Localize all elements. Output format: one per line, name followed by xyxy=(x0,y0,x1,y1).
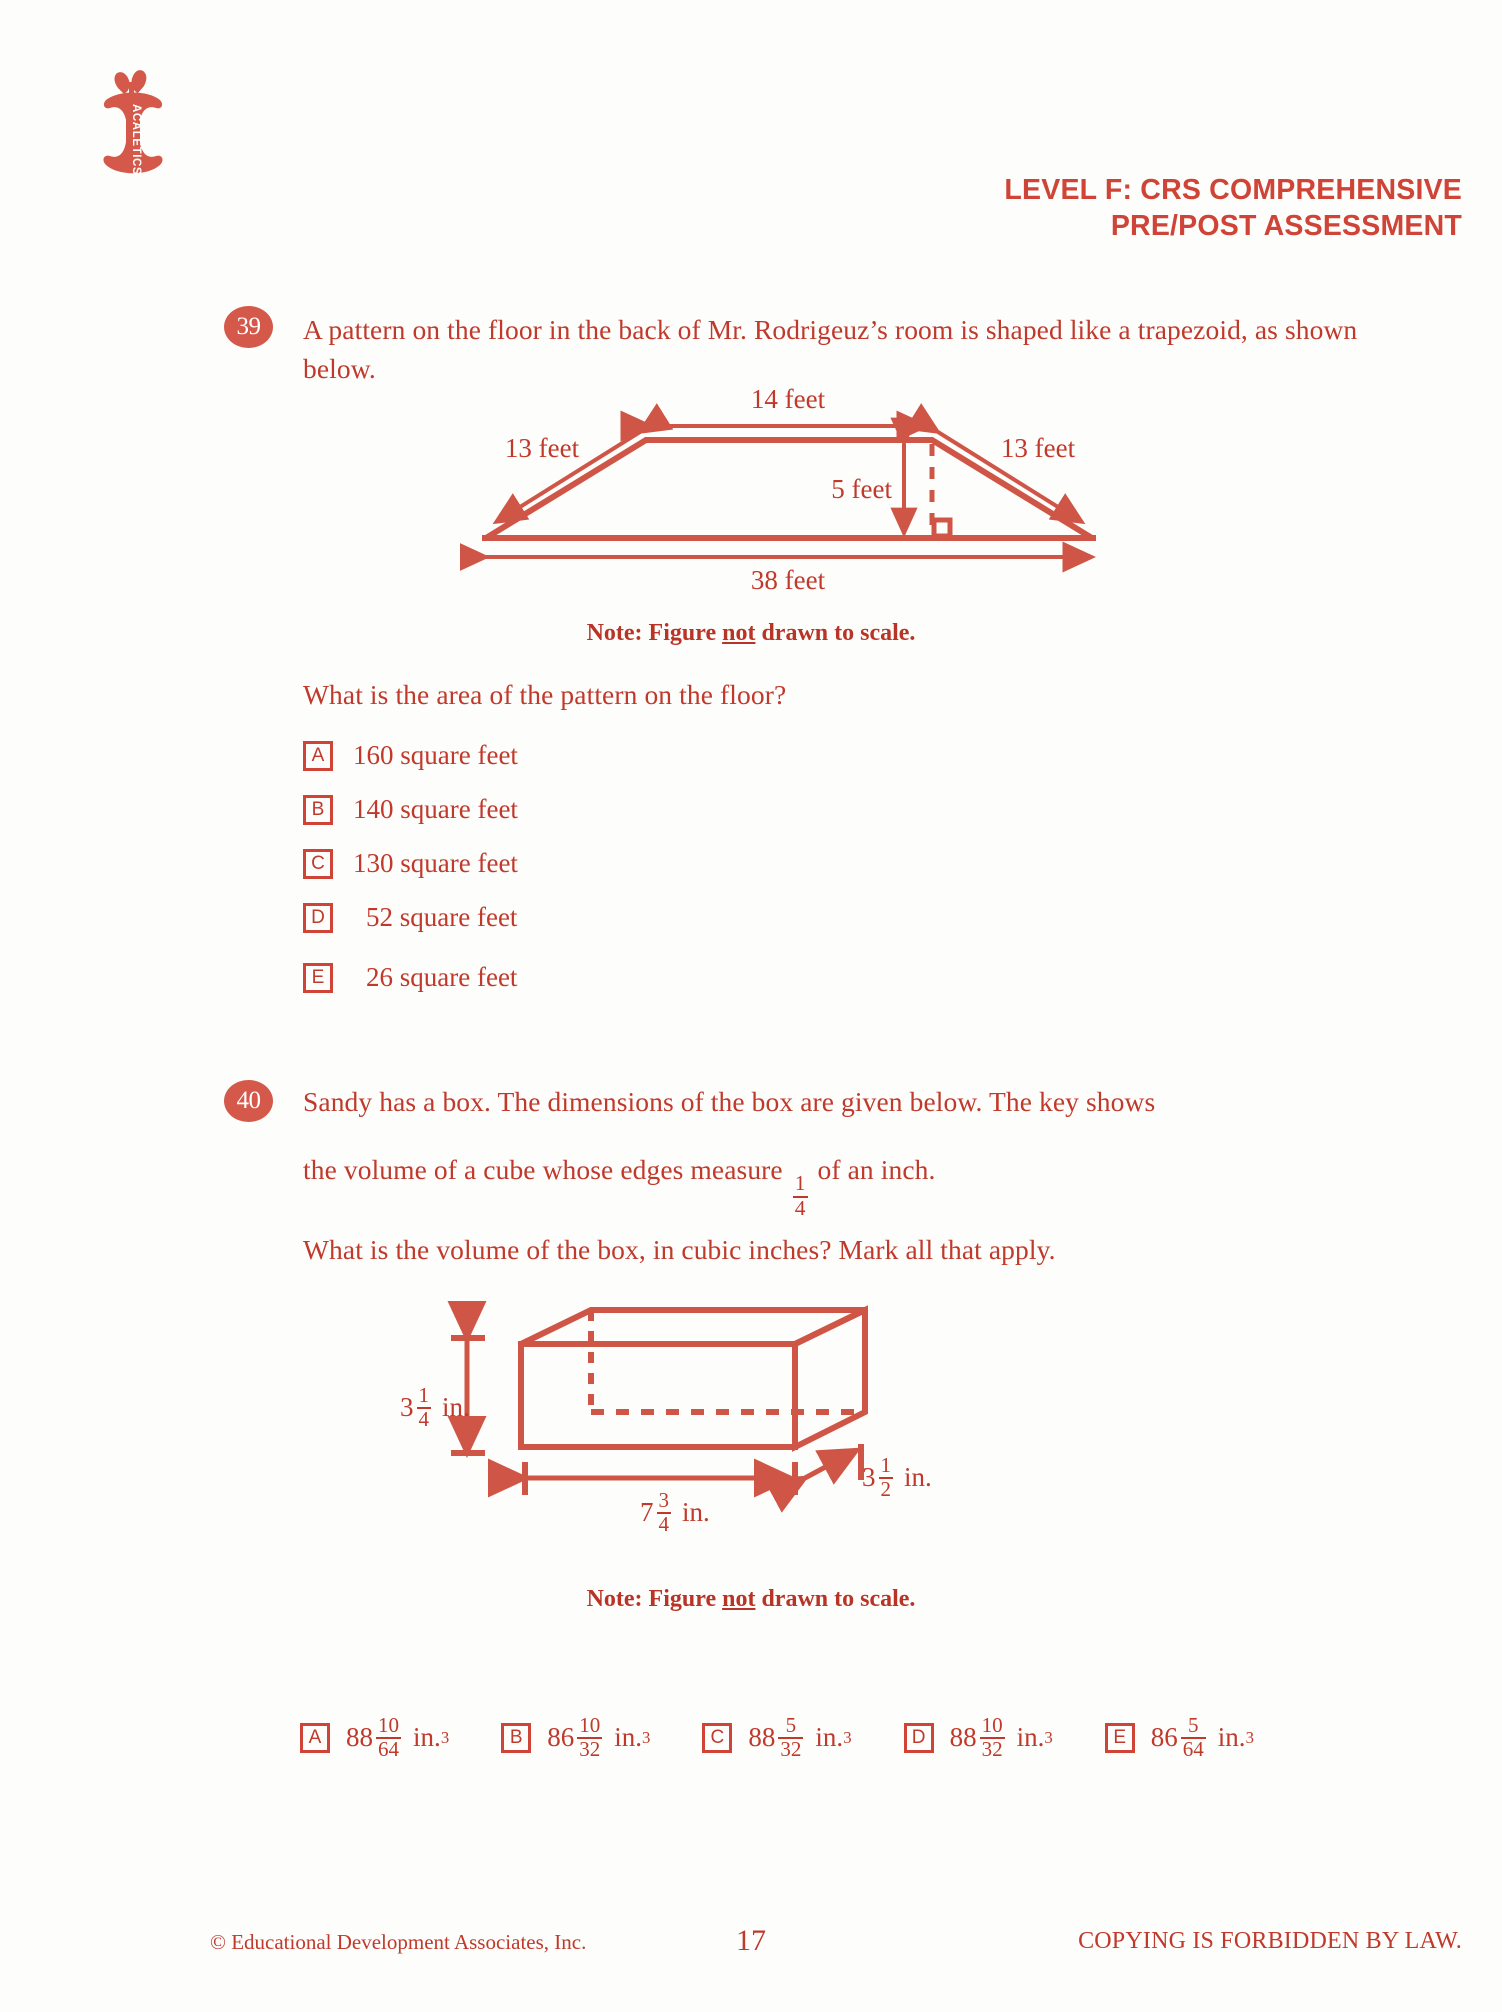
question-40-choices xyxy=(300,1715,1254,1760)
box-length-whole: 7 xyxy=(640,1497,654,1528)
choice-40-d-exponent: 3 xyxy=(1044,1727,1053,1747)
note-prefix-40: Note: Figure xyxy=(586,1586,723,1612)
box-height-denominator: 4 xyxy=(418,1407,430,1432)
prompt-40-fraction xyxy=(793,1173,808,1219)
choice-text-a: 160 square feet xyxy=(353,740,518,770)
box-depth-denominator: 2 xyxy=(880,1477,892,1502)
box-height-fraction xyxy=(417,1385,432,1430)
box-depth-unit: in. xyxy=(904,1462,932,1493)
note-suffix-40: drawn to scale. xyxy=(755,1586,916,1612)
choice-40-b-numerator: 10 xyxy=(579,1713,601,1737)
choice-40-e-numerator: 5 xyxy=(1188,1713,1199,1737)
box-height-label xyxy=(400,1385,470,1430)
svg-text:5 feet: 5 feet xyxy=(831,474,892,504)
question-40-stem: What is the volume of the box, in cubic inches? Mark all that apply. xyxy=(303,1234,1056,1265)
choice-letter-box-b: B xyxy=(501,1723,531,1753)
choice-39-c[interactable] xyxy=(303,848,518,879)
choice-letter-box-a: A xyxy=(303,741,333,771)
choice-40-e-exponent: 3 xyxy=(1245,1727,1254,1747)
choice-40-a-fraction xyxy=(376,1715,401,1760)
choice-39-e[interactable] xyxy=(303,962,517,993)
svg-text:38 feet: 38 feet xyxy=(750,565,826,595)
page-footer xyxy=(0,1924,1502,1970)
choice-40-e-denominator: 64 xyxy=(1182,1737,1204,1762)
choice-letter-box-e: E xyxy=(1105,1723,1135,1753)
choice-40-c-fraction xyxy=(778,1715,803,1760)
note-emphasis-40: not xyxy=(722,1586,756,1612)
question-number-39: 39 xyxy=(224,306,273,348)
choice-40-d[interactable] xyxy=(904,1715,1053,1760)
question-40-prompt-line-1: Sandy has a box. The dimensions of the box are given below. The key shows xyxy=(303,1086,1156,1117)
note-prefix-39: Note: Figure xyxy=(586,620,723,646)
choice-40-e-fraction xyxy=(1181,1715,1206,1760)
acaletics-apple-logo xyxy=(78,62,188,197)
footer-copy-notice: COPYING IS FORBIDDEN BY LAW. xyxy=(1078,1928,1462,1954)
trapezoid-figure xyxy=(460,382,1100,602)
choice-40-b-fraction xyxy=(577,1715,602,1760)
choice-40-e-whole: 86 xyxy=(1150,1722,1178,1753)
prompt-40-pre: the volume of a cube whose edges measure xyxy=(303,1154,790,1185)
choice-40-b-whole: 86 xyxy=(547,1722,575,1753)
choice-letter-box-b: B xyxy=(303,795,333,825)
prompt-40-fraction-numerator: 1 xyxy=(794,1171,806,1196)
question-40-prompt-line-2 xyxy=(303,1150,1393,1219)
choice-40-b-exponent: 3 xyxy=(642,1727,651,1747)
box-length-numerator: 3 xyxy=(658,1488,670,1512)
choice-text-d: 52 square feet xyxy=(366,902,518,932)
box-length-fraction xyxy=(657,1490,672,1535)
choice-40-a-whole: 88 xyxy=(346,1722,373,1753)
prompt-40-post: of an inch. xyxy=(810,1154,936,1185)
note-not-to-scale-39 xyxy=(0,620,1502,647)
box-depth-label xyxy=(862,1455,932,1500)
choice-39-a[interactable] xyxy=(303,740,518,771)
box-depth-whole: 3 xyxy=(862,1462,876,1493)
box-length-denominator: 4 xyxy=(658,1512,670,1537)
choice-letter-box-a: A xyxy=(300,1723,330,1753)
choice-40-a[interactable] xyxy=(300,1715,449,1760)
svg-text:13 feet: 13 feet xyxy=(504,433,580,463)
header-line-1: LEVEL F: CRS COMPREHENSIVE xyxy=(1004,174,1462,206)
header-line-2: PRE/POST ASSESSMENT xyxy=(1110,210,1462,243)
box-height-unit: in. xyxy=(442,1392,470,1423)
choice-40-e[interactable] xyxy=(1105,1715,1254,1760)
choice-40-d-denominator: 32 xyxy=(981,1737,1003,1762)
choice-text-b: 140 square feet xyxy=(353,794,518,824)
choice-40-a-unit: in. xyxy=(413,1722,441,1753)
choice-letter-box-d: D xyxy=(904,1723,934,1753)
svg-text:ACALETICS: ACALETICS xyxy=(130,104,142,176)
choice-letter-box-d: D xyxy=(303,903,333,933)
choice-40-d-whole: 88 xyxy=(949,1722,977,1753)
box-length-label xyxy=(640,1490,710,1535)
footer-copyright: © Educational Development Associates, Inc. xyxy=(210,1930,587,1954)
choice-40-c-unit: in. xyxy=(815,1722,844,1753)
svg-text:14 feet: 14 feet xyxy=(750,384,826,414)
choice-40-c-exponent: 3 xyxy=(843,1727,852,1747)
choice-letter-box-c: C xyxy=(702,1723,732,1753)
choice-letter-box-c: C xyxy=(303,849,333,879)
choice-40-c-whole: 88 xyxy=(748,1722,776,1753)
footer-page-number: 17 xyxy=(736,1924,766,1957)
note-suffix-39: drawn to scale. xyxy=(755,620,916,646)
choice-40-c-denominator: 32 xyxy=(780,1737,802,1762)
question-number-40: 40 xyxy=(224,1080,273,1122)
choice-40-b[interactable] xyxy=(501,1715,650,1760)
choice-40-a-denominator: 64 xyxy=(378,1737,400,1762)
question-39-prompt: A pattern on the floor in the back of Mr. Rodrigeuz’s room is shaped like a trapezoid, as shown below. xyxy=(303,314,1358,385)
question-39-stem: What is the area of the pattern on the floor? xyxy=(303,679,787,710)
choice-40-b-denominator: 32 xyxy=(579,1737,601,1762)
choice-39-b[interactable] xyxy=(303,794,518,825)
box-depth-numerator: 1 xyxy=(880,1453,892,1477)
choice-letter-box-e: E xyxy=(303,963,333,993)
note-emphasis-39: not xyxy=(722,620,756,646)
choice-40-a-exponent: 3 xyxy=(440,1727,450,1747)
box-length-unit: in. xyxy=(682,1497,710,1528)
choice-39-d[interactable] xyxy=(303,902,517,933)
prompt-40-fraction-denominator: 4 xyxy=(794,1195,806,1220)
choice-40-d-numerator: 10 xyxy=(981,1713,1003,1737)
box-height-whole: 3 xyxy=(400,1392,414,1423)
note-not-to-scale-40 xyxy=(0,1586,1502,1613)
choice-40-d-fraction xyxy=(980,1715,1005,1760)
svg-text:13 feet: 13 feet xyxy=(1000,433,1076,463)
choice-40-a-numerator: 10 xyxy=(378,1713,400,1737)
rectangular-prism-figure xyxy=(395,1292,995,1587)
choice-40-b-unit: in. xyxy=(614,1722,642,1753)
choice-text-e: 26 square feet xyxy=(366,962,518,992)
choice-40-d-unit: in. xyxy=(1016,1722,1045,1753)
choice-40-c-numerator: 5 xyxy=(785,1713,797,1737)
choice-text-c: 130 square feet xyxy=(353,848,518,878)
choice-40-c[interactable] xyxy=(702,1715,851,1760)
page-header xyxy=(1004,172,1462,245)
box-depth-fraction xyxy=(879,1455,894,1500)
choice-40-e-unit: in. xyxy=(1217,1722,1246,1753)
box-height-numerator: 1 xyxy=(418,1383,430,1407)
